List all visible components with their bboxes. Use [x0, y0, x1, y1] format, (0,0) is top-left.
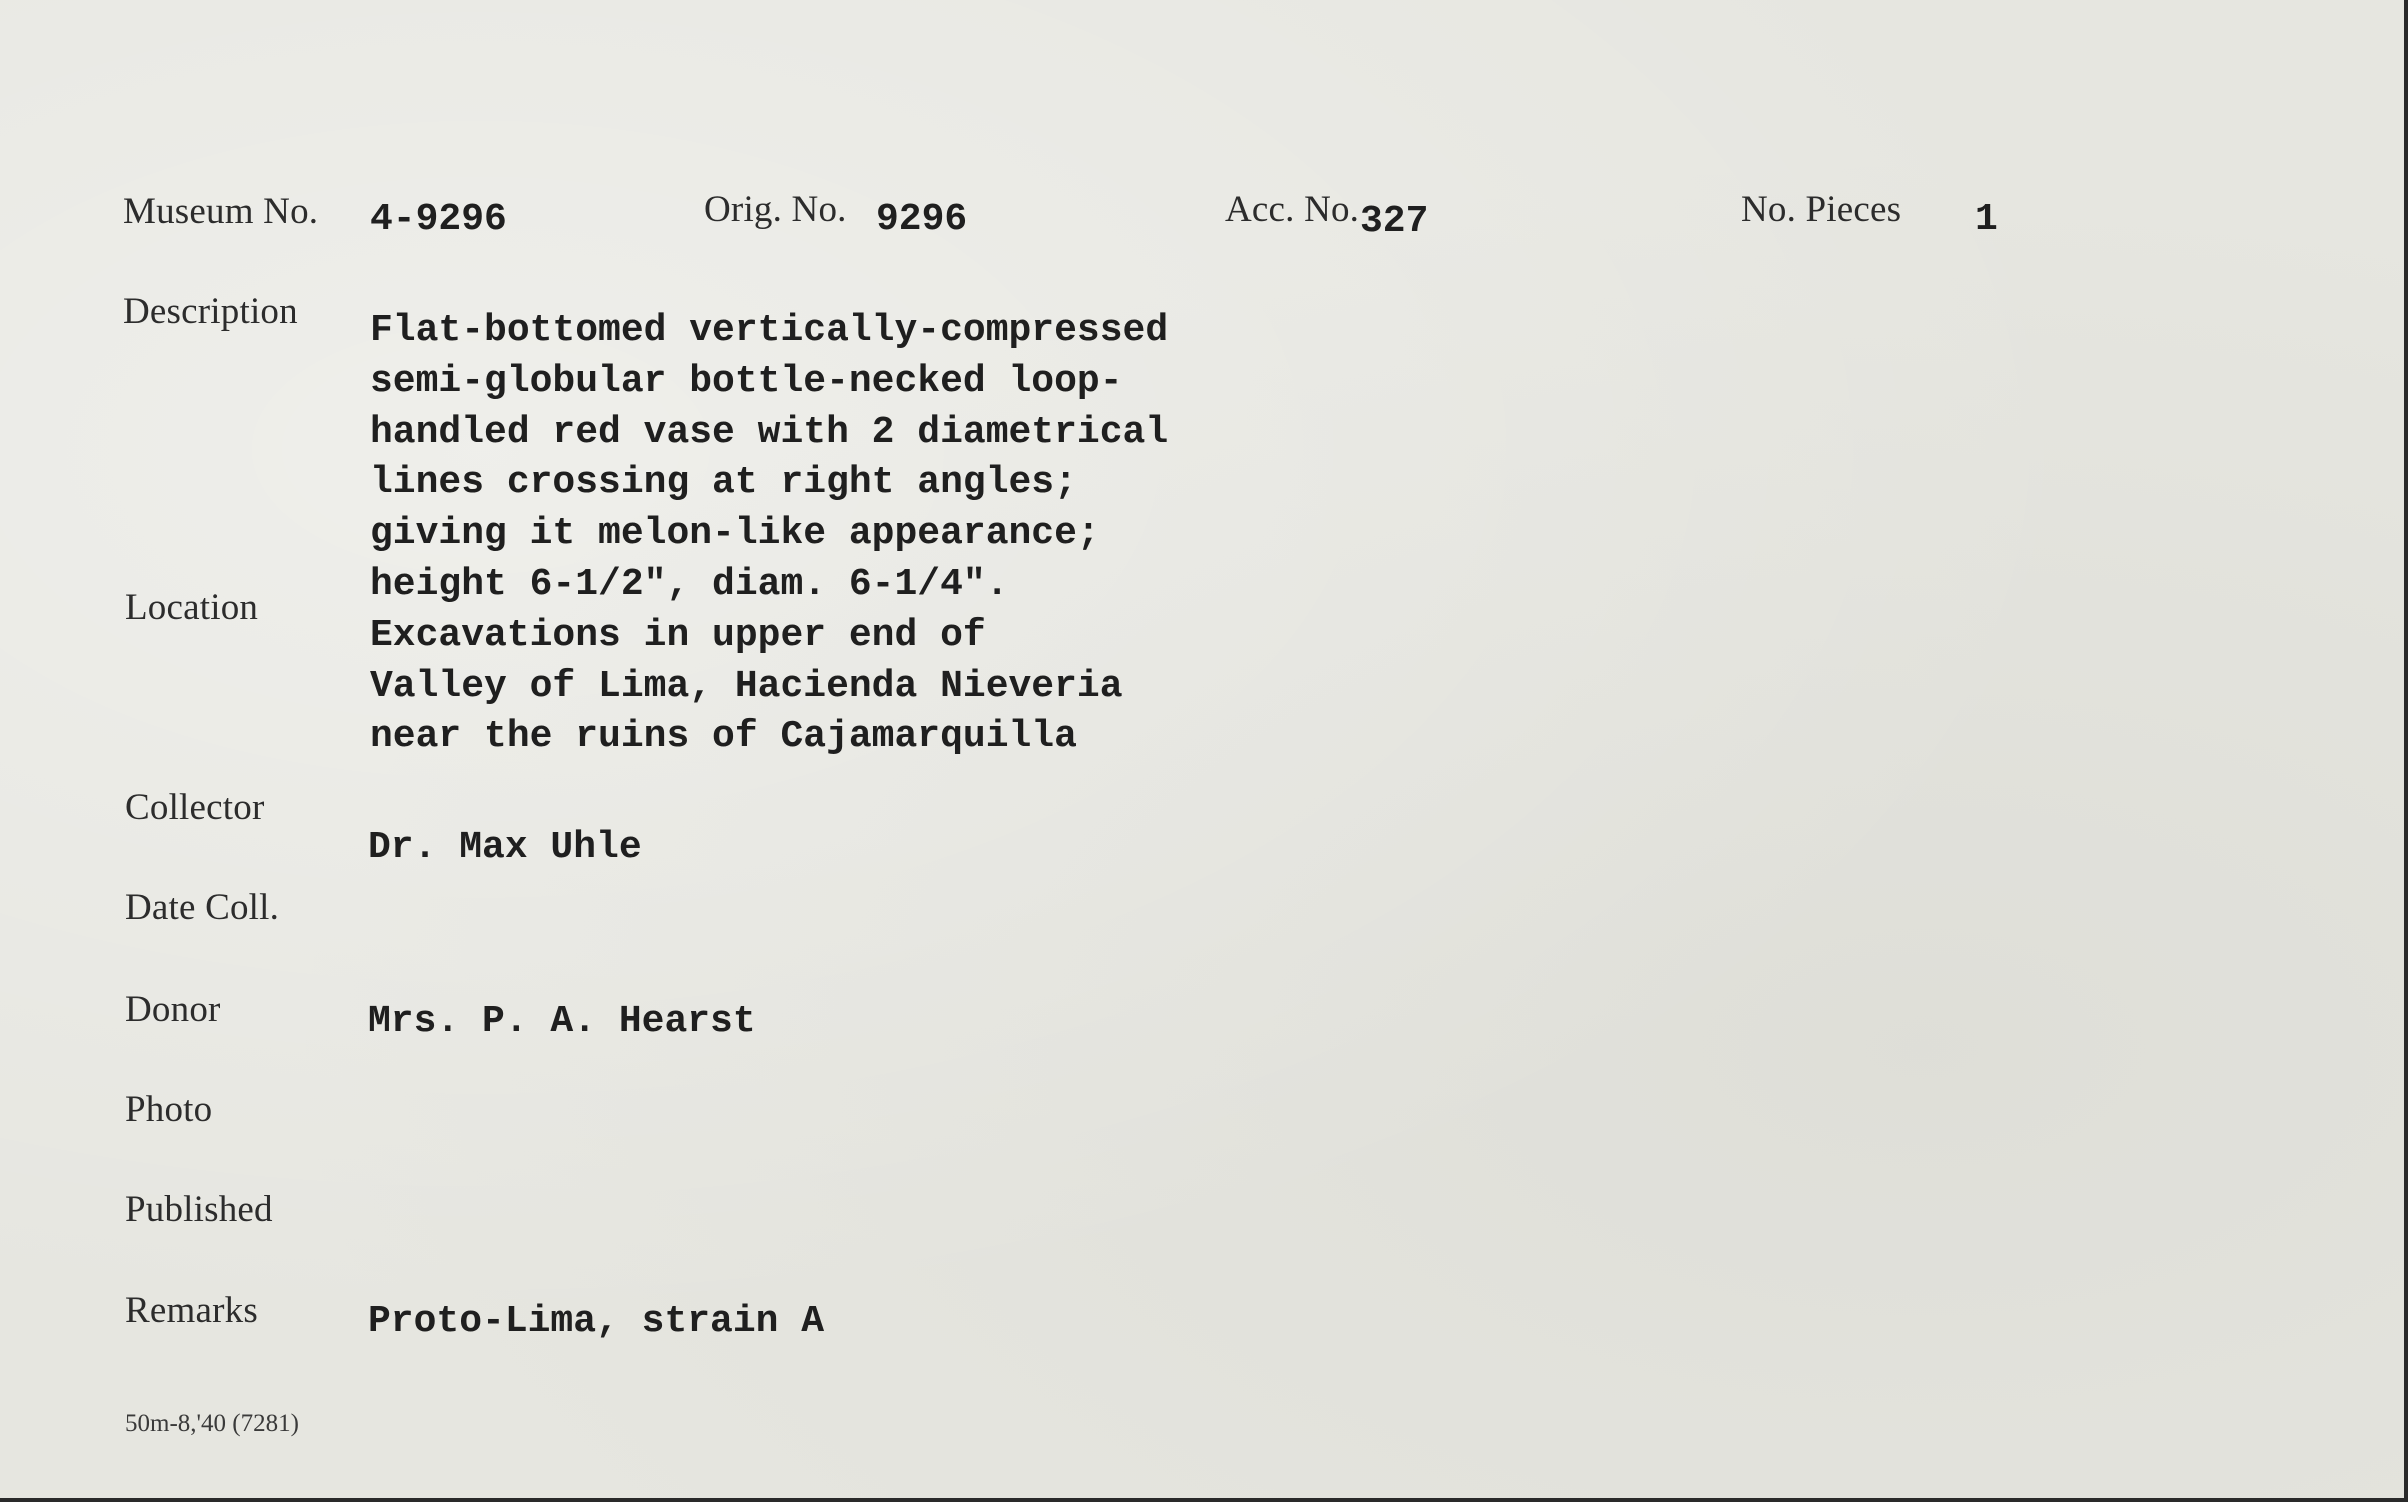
collector-label: Collector — [125, 787, 265, 828]
description-line: semi-globular bottle-necked loop- — [370, 359, 1123, 403]
location-line: near the ruins of Cajamarquilla — [370, 715, 1077, 759]
orig-no-label: Orig. No. — [704, 189, 847, 230]
no-pieces-value: 1 — [1975, 198, 1998, 241]
collector-value: Dr. Max Uhle — [368, 826, 642, 869]
museum-no-value: 4-9296 — [370, 198, 507, 241]
acc-no-label: Acc. No. — [1225, 189, 1360, 230]
description-line: lines crossing at right angles; — [370, 461, 1077, 505]
description-line: Flat-bottomed vertically-compressed — [370, 309, 1169, 352]
description-location-text — [370, 306, 1168, 763]
description-line: height 6-1/2", diam. 6-1/4". — [370, 562, 1009, 606]
date-coll-label: Date Coll. — [125, 887, 280, 928]
published-label: Published — [125, 1189, 273, 1230]
form-code: 50m-8,'40 (7281) — [125, 1410, 299, 1437]
orig-no-value: 9296 — [876, 198, 968, 241]
location-label: Location — [125, 587, 259, 628]
museum-no-label: Museum No. — [123, 191, 319, 232]
description-line: giving it melon-like appearance; — [370, 512, 1100, 556]
location-line: Excavations in upper end of — [370, 613, 986, 657]
description-label: Description — [123, 291, 298, 332]
remarks-value: Proto-Lima, strain A — [368, 1300, 825, 1343]
no-pieces-label: No. Pieces — [1741, 189, 1902, 230]
photo-label: Photo — [125, 1089, 213, 1130]
remarks-label: Remarks — [125, 1290, 258, 1331]
location-line: Valley of Lima, Hacienda Nieveria — [370, 664, 1123, 708]
donor-value: Mrs. P. A. Hearst — [368, 1000, 756, 1043]
donor-label: Donor — [125, 989, 221, 1030]
description-line: handled red vase with 2 diametrical — [370, 410, 1169, 454]
acc-no-value: 327 — [1360, 200, 1429, 243]
